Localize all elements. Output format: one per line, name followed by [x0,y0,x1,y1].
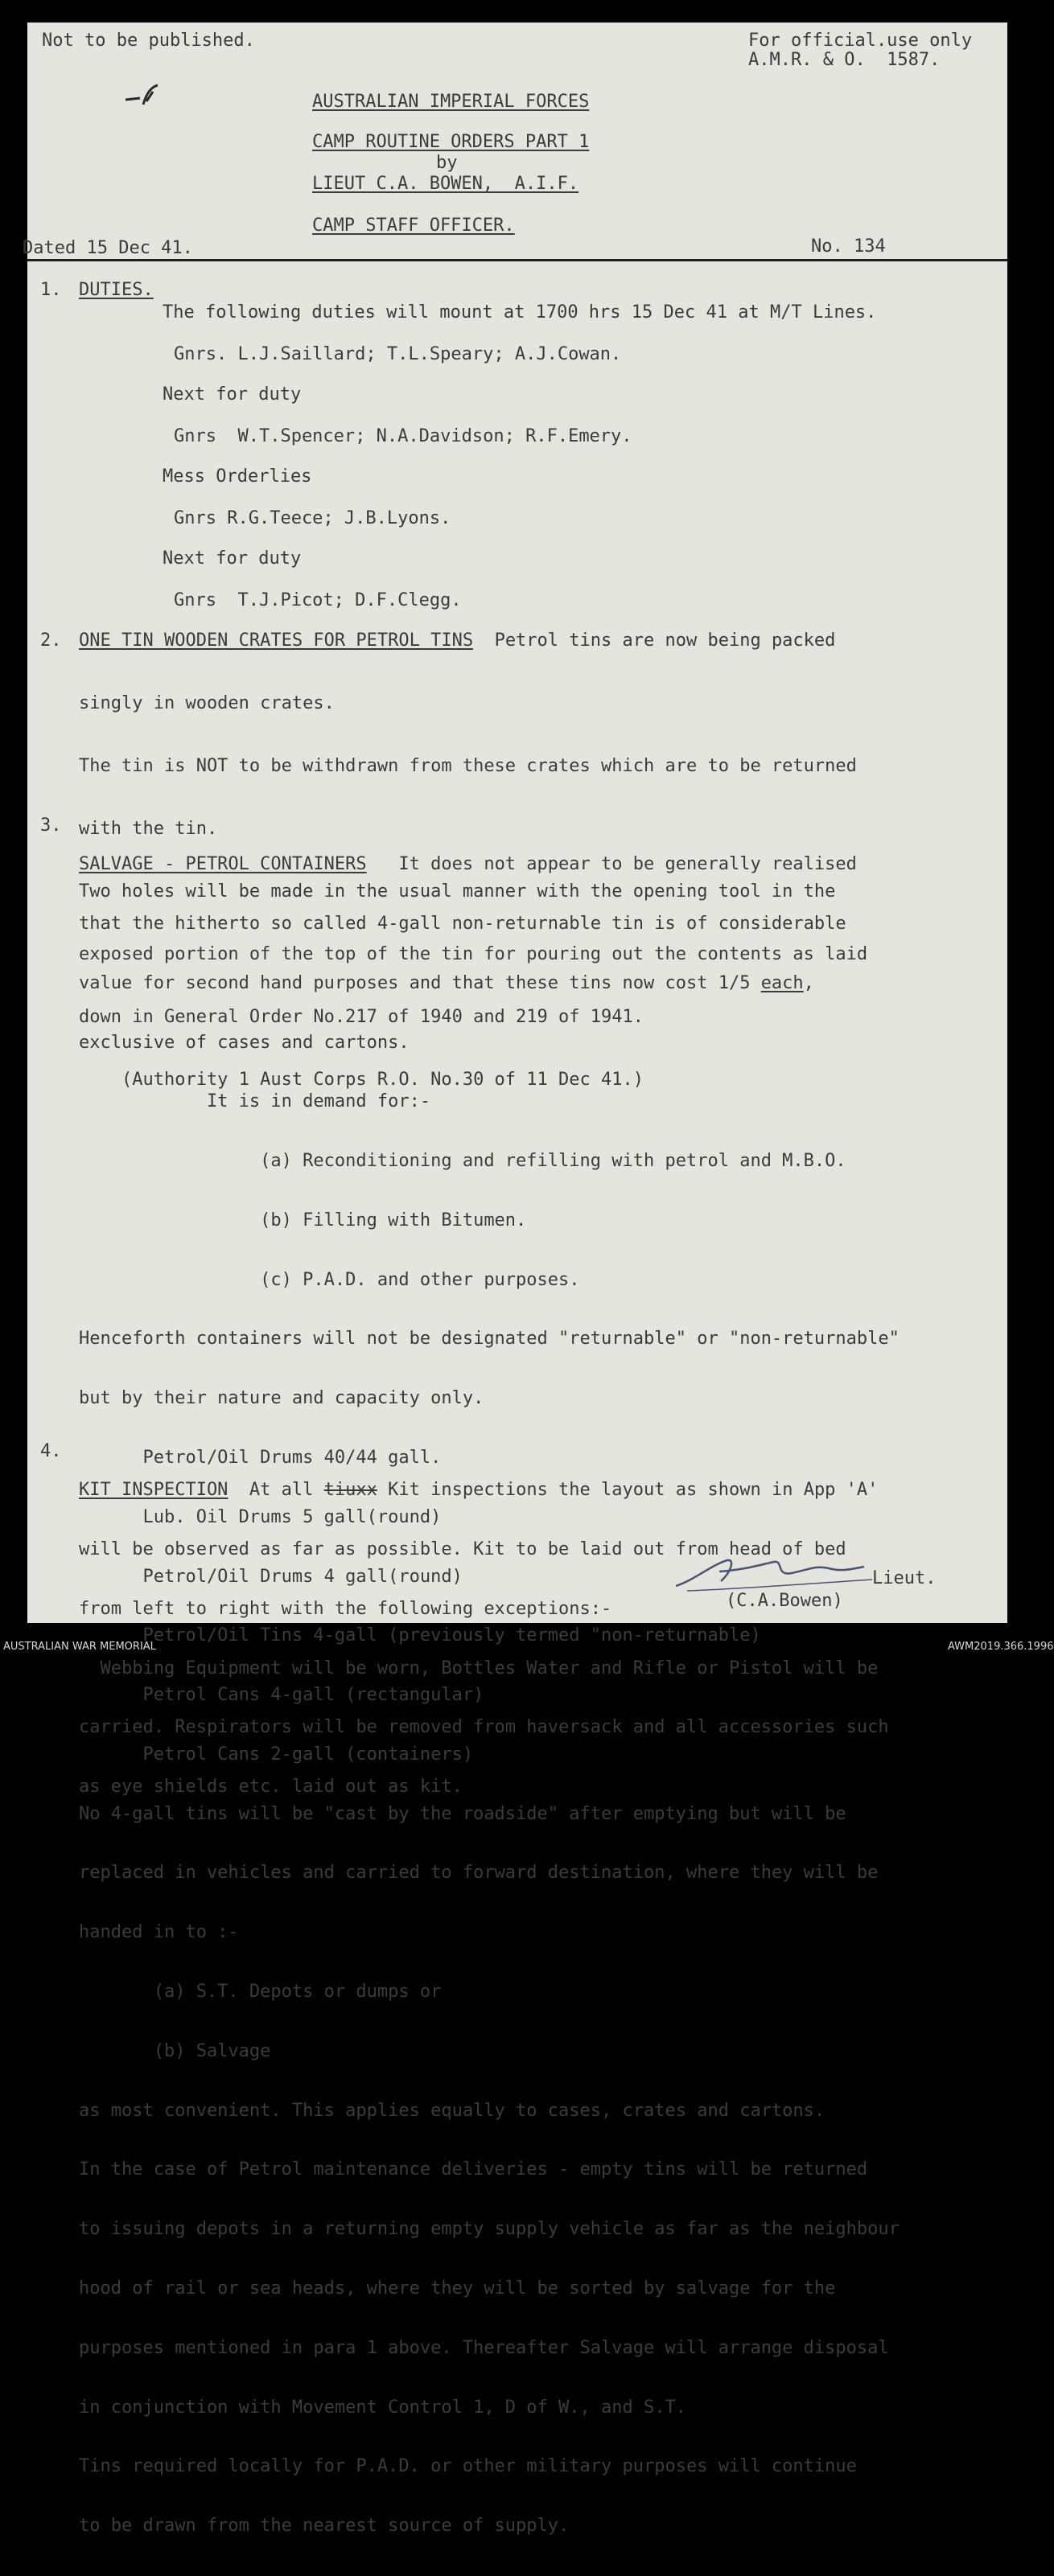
classification-line-2: A.M.R. & O. 1587. [748,50,941,70]
section-4-first-line [79,1481,889,1501]
footer-accession-number: AWM2019.366.1996 [948,1641,1054,1653]
section-3-emphasis: each [760,972,804,993]
section-1-line: Gnrs R.G.Teece; J.B.Lyons. [174,508,451,528]
section-4-line: Webbing Equipment will be worn, Bottles Water and Rifle or Pistol will be [79,1658,879,1678]
section-4-line: as eye shields etc. laid out as kit. [79,1777,463,1797]
section-3-line: but by their nature and capacity only. [79,1388,484,1409]
footer-archive-name: AUSTRALIAN WAR MEMORIAL [3,1641,156,1653]
section-2-first-line [79,631,835,651]
section-3-line: as most convenient. This applies equally to cases, crates and cartons. [79,2100,825,2121]
section-3-line: that the hitherto so called 4-gall non-returnable tin is of considerable [79,913,846,934]
title-officer-appointment: CAMP STAFF OFFICER. [312,216,515,236]
section-1-line: Next for duty [163,548,302,569]
section-4-line: carried. Respirators will be removed from haversack and all accessories such [79,1717,889,1738]
section-1-line: Next for duty [163,384,302,405]
section-3-line [79,974,900,994]
section-4-line: from left to right with the following exceptions:- [79,1598,612,1619]
section-1-line: Gnrs. L.J.Saillard; T.L.Speary; A.J.Cowan. [174,344,622,364]
section-2-heading: ONE TIN WOODEN CRATES FOR PETROL TINS [79,631,474,651]
section-2-line: The tin is NOT to be withdrawn from these crates which are to be returned [79,756,857,776]
section-2-number: 2. [40,631,62,651]
section-2-line: Two holes will be made in the usual manner with the opening tool in the [79,881,836,902]
ink-smudge-mark [122,80,163,113]
title-officer-name: LIEUT C.A. BOWEN, A.I.F. [312,174,579,194]
section-3-line: Petrol/Oil Tins 4-gall (previously termed "non-returnable) [79,1625,761,1646]
section-3-line: exclusive of cases and cartons. [79,1032,410,1053]
section-3-line: Tins required locally for P.A.D. or other military purposes will continue [79,2456,857,2477]
section-4-number: 4. [40,1441,62,1461]
section-3-line: replaced in vehicles and carried to forward destination, where they will be [79,1863,879,1884]
section-4-heading: KIT INSPECTION [79,1480,229,1501]
section-3-line: purposes mentioned in para 1 above. Thereafter Salvage will arrange disposal [79,2337,889,2358]
section-2-line: down in General Order No.217 of 1940 and 219 of 1941. [79,1007,644,1027]
section-1-line: Mess Orderlies [163,466,312,487]
section-3-line: Petrol/Oil Drums 40/44 gall. [79,1448,442,1468]
section-3-line: Petrol/Oil Drums 4 gall(round) [79,1566,463,1587]
section-4-text: At all [228,1480,324,1501]
section-3-line: In the case of Petrol maintenance deliveries - empty tins will be returned [79,2159,868,2180]
signatory-name: (C.A.Bowen) [726,1591,843,1611]
handwritten-signature [671,1549,880,1597]
section-4-body [79,1441,889,1837]
section-4-line: will be observed as far as possible. Kit to be laid out from head of bed [79,1539,846,1559]
section-3-line: Petrol Cans 2-gall (containers) [79,1744,474,1765]
section-1-intro: The following duties will mount at 1700 hrs 15 Dec 41 at M/T Lines. [163,302,877,323]
section-3-line: (c) P.A.D. and other purposes. [79,1269,580,1290]
section-3-line: (b) Filling with Bitumen. [79,1210,527,1230]
section-2-line: (Authority 1 Aust Corps R.O. No.30 of 11 Dec 41.) [79,1070,644,1090]
title-by: by [436,153,458,173]
section-1-line: Gnrs W.T.Spencer; N.A.Davidson; R.F.Emery. [174,426,632,446]
section-3-first-line [79,855,900,875]
section-2-line: exposed portion of the top of the tin for pouring out the contents as laid [79,944,868,964]
section-3-text: value for second hand purposes and that these tins now cost 1/5 [79,972,761,993]
header-rule [27,259,1007,261]
struck-out-text: tiuxx [323,1480,377,1501]
section-3-line: It is in demand for:- [79,1091,431,1112]
section-2-line: with the tin. [79,819,218,839]
date-line: Dated 15 Dec 41. [23,238,193,258]
section-3-line: hood of rail or sea heads, where they will be sorted by salvage for the [79,2278,836,2299]
section-3-line: to be drawn from the nearest source of supply. [79,2516,570,2537]
section-3-line: handed in to :- [79,1922,239,1943]
section-3-line: (a) Reconditioning and refilling with petrol and M.B.O. [79,1151,846,1172]
section-3-text: , [803,972,814,993]
section-3-line: Petrol Cans 4-gall (rectangular) [79,1685,484,1706]
section-2-first-text: Petrol tins are now being packed [473,631,836,651]
section-1-heading: DUTIES. [79,280,154,300]
section-3-line: (b) Salvage [79,2040,271,2061]
section-4-text: Kit inspections the layout as shown in App 'A' [377,1480,879,1501]
section-2-line: singly in wooden crates. [79,693,335,713]
section-3-heading: SALVAGE - PETROL CONTAINERS [79,854,367,875]
section-3-first-text: It does not appear to be generally realised [366,854,857,875]
section-1-line: Gnrs T.J.Picot; D.F.Clegg. [174,590,462,610]
signatory-rank: Lieut. [872,1568,937,1588]
section-3-line: Lub. Oil Drums 5 gall(round) [79,1506,442,1527]
section-3-line: Henceforth containers will not be designated "returnable" or "non-returnable" [79,1329,900,1350]
distribution-note: Not to be published. [42,31,255,51]
section-3-number: 3. [40,816,62,836]
order-number: No. 134 [811,236,886,257]
section-3-line: (a) S.T. Depots or dumps or [79,1982,442,2003]
classification-line-1: For official.use only [748,31,973,51]
section-3-line: in conjunction with Movement Control 1, D of W., and S.T. [79,2397,686,2418]
section-3-line: to issuing depots in a returning empty supply vehicle as far as the neighbour [79,2219,900,2240]
section-1-number: 1. [40,280,62,300]
title-orders: CAMP ROUTINE ORDERS PART 1 [312,132,590,152]
title-force: AUSTRALIAN IMPERIAL FORCES [312,92,590,112]
section-3-line: No 4-gall tins will be "cast by the roadside" after emptying but will be [79,1803,846,1824]
